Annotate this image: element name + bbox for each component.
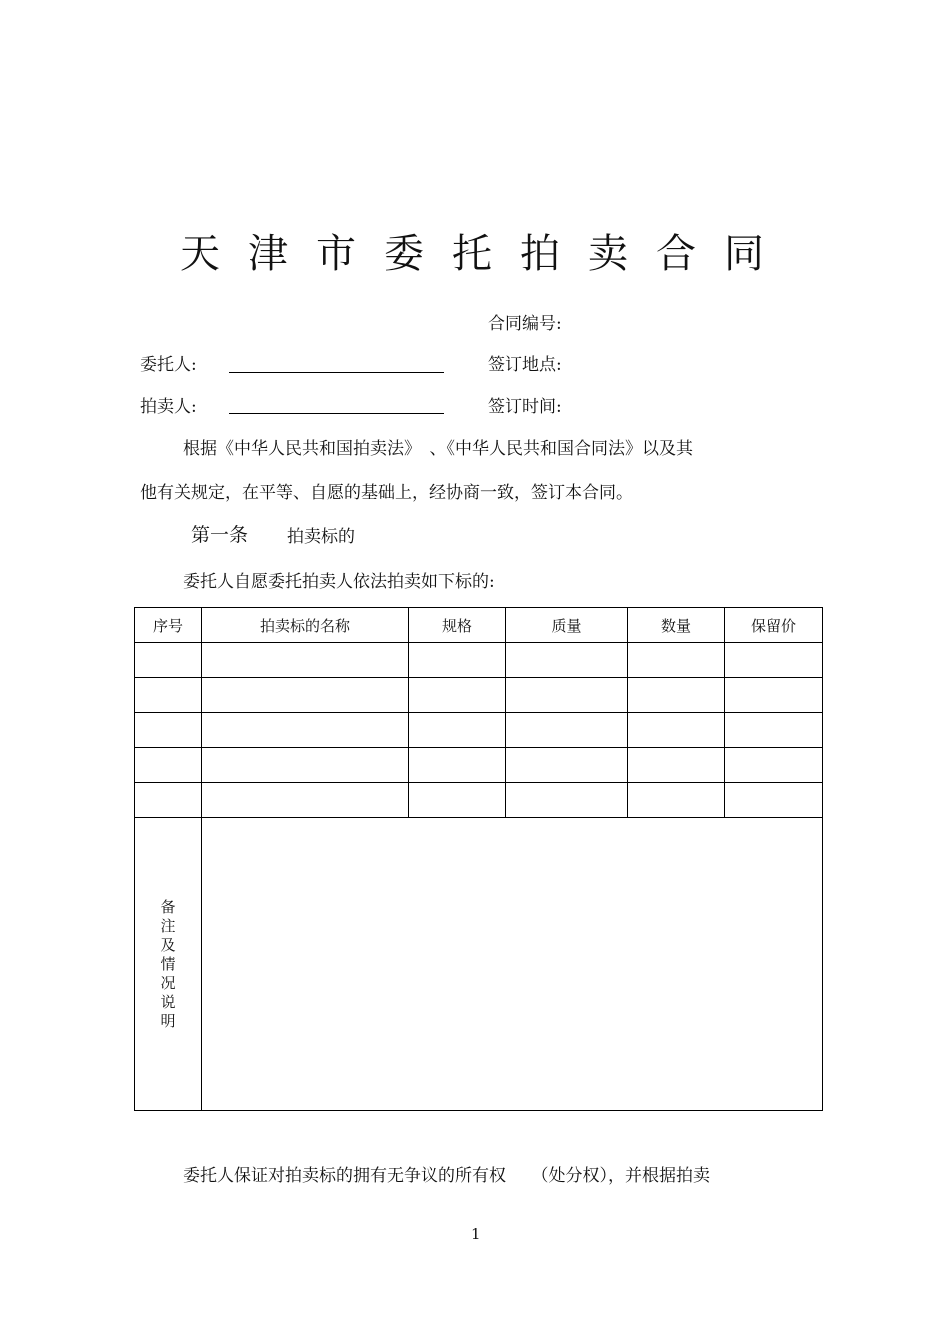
remark-label-cell <box>135 818 202 1111</box>
table-cell[interactable] <box>725 643 823 678</box>
remark-row <box>135 818 823 1111</box>
remark-label: 备注及情况说明 <box>160 897 176 1030</box>
table-cell[interactable] <box>202 783 409 818</box>
article-1-intro: 委托人自愿委托拍卖人依法拍卖如下标的: <box>183 572 495 592</box>
header-cell-reserve-price: 保留价 <box>725 608 823 643</box>
header-cell-serial: 序号 <box>135 608 202 643</box>
preamble-line-1: 根据《中华人民共和国拍卖法》 、《中华人民共和国合同法》以及其 <box>183 439 693 459</box>
signing-time-label: 签订时间: <box>488 397 562 417</box>
table-cell[interactable] <box>725 748 823 783</box>
auctioneer-label: 拍卖人: <box>140 397 197 417</box>
principal-label: 委托人: <box>140 355 197 375</box>
table-cell[interactable] <box>409 748 506 783</box>
preamble-line-2: 他有关规定，在平等、自愿的基础上，经协商一致，签订本合同。 <box>140 483 633 503</box>
table-cell[interactable] <box>628 748 725 783</box>
table-cell[interactable] <box>725 678 823 713</box>
table-header-row <box>135 608 823 643</box>
page-number: 1 <box>471 1225 481 1243</box>
document-title: 天津市委托拍卖合同 <box>180 231 792 277</box>
header-cell-quality: 质量 <box>506 608 628 643</box>
table-cell[interactable] <box>202 643 409 678</box>
header-cell-quantity: 数量 <box>628 608 725 643</box>
table-cell[interactable] <box>506 783 628 818</box>
table-cell[interactable] <box>202 713 409 748</box>
table-cell[interactable] <box>135 643 202 678</box>
table-cell[interactable] <box>409 783 506 818</box>
closing-line: 委托人保证对拍卖标的拥有无争议的所有权 （处分权），并根据拍卖 <box>183 1166 710 1186</box>
principal-underline <box>229 372 444 373</box>
table-row <box>135 748 823 783</box>
table-cell[interactable] <box>506 713 628 748</box>
table-cell[interactable] <box>628 783 725 818</box>
auctioneer-underline <box>229 413 444 414</box>
table-cell[interactable] <box>135 713 202 748</box>
article-1-heading: 第一条 <box>191 524 249 546</box>
table-row <box>135 713 823 748</box>
table-cell[interactable] <box>135 678 202 713</box>
table-cell[interactable] <box>506 678 628 713</box>
table-cell[interactable] <box>628 678 725 713</box>
signing-place-label: 签订地点: <box>488 355 562 375</box>
header-cell-spec: 规格 <box>409 608 506 643</box>
article-1-title: 拍卖标的 <box>287 527 355 547</box>
table-cell[interactable] <box>725 713 823 748</box>
table-cell[interactable] <box>202 748 409 783</box>
table-cell[interactable] <box>506 748 628 783</box>
table-cell[interactable] <box>409 678 506 713</box>
contract-number-label: 合同编号: <box>488 314 562 334</box>
table-cell[interactable] <box>202 678 409 713</box>
remark-content-cell[interactable] <box>202 818 823 1111</box>
table-row <box>135 643 823 678</box>
table-row <box>135 678 823 713</box>
table-cell[interactable] <box>628 713 725 748</box>
table-cell[interactable] <box>506 643 628 678</box>
auction-items-table <box>134 607 823 1111</box>
table-cell[interactable] <box>135 783 202 818</box>
table-cell[interactable] <box>409 643 506 678</box>
header-cell-item-name: 拍卖标的名称 <box>202 608 409 643</box>
table-cell[interactable] <box>628 643 725 678</box>
table-cell[interactable] <box>409 713 506 748</box>
table-row <box>135 783 823 818</box>
table-cell[interactable] <box>725 783 823 818</box>
table-cell[interactable] <box>135 748 202 783</box>
